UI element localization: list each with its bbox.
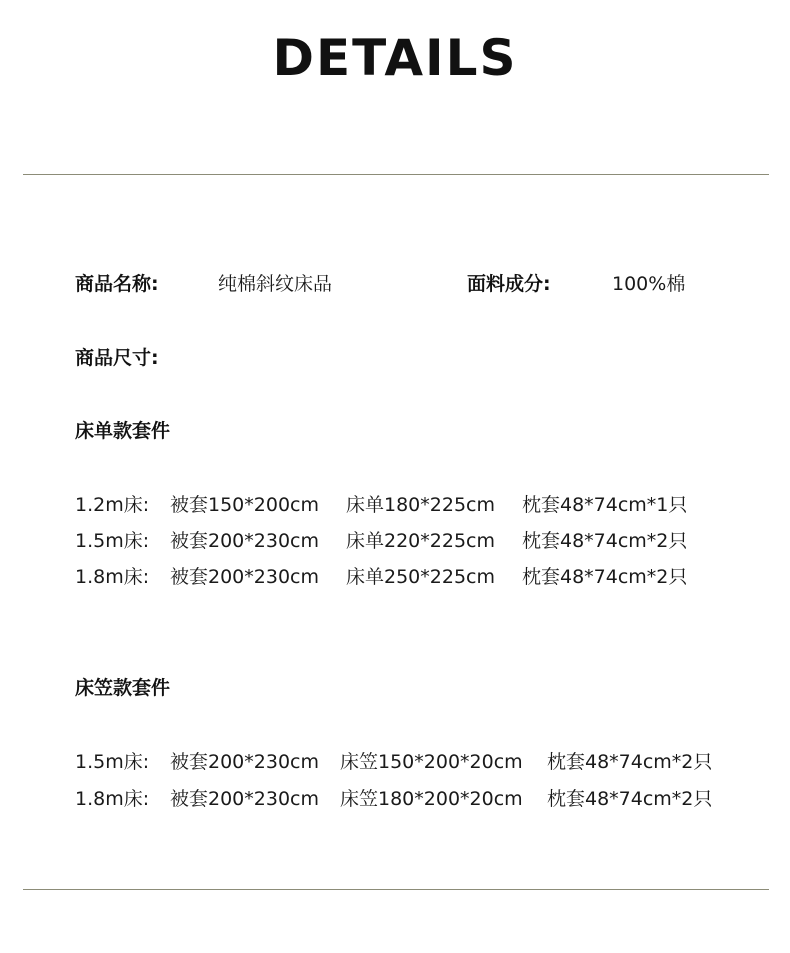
product-name-label: 商品名称: bbox=[75, 273, 159, 295]
bottom-divider bbox=[23, 889, 769, 890]
bed-size: 1.8m床: bbox=[75, 566, 150, 588]
pillow-size: 枕套48*74cm*2只 bbox=[522, 530, 688, 552]
page-title: DETAILS bbox=[272, 29, 518, 87]
top-divider bbox=[23, 174, 769, 175]
bed-size: 1.5m床: bbox=[75, 530, 150, 552]
sheet-size: 床单220*225cm bbox=[346, 530, 495, 552]
duvet-size: 被套200*230cm bbox=[170, 788, 319, 810]
sheet-set-row bbox=[75, 564, 687, 590]
duvet-size: 被套200*230cm bbox=[170, 751, 319, 773]
bed-size: 1.8m床: bbox=[75, 788, 150, 810]
bed-size: 1.5m床: bbox=[75, 751, 150, 773]
fitted-set-heading: 床笠款套件 bbox=[75, 677, 171, 699]
fitted-set-row bbox=[75, 786, 712, 812]
pillow-size: 枕套48*74cm*1只 bbox=[522, 494, 688, 516]
fitted-set-row bbox=[75, 749, 712, 775]
sheet-size: 床单180*225cm bbox=[346, 494, 495, 516]
pillow-size: 枕套48*74cm*2只 bbox=[547, 751, 713, 773]
duvet-size: 被套150*200cm bbox=[170, 494, 319, 516]
product-name-value: 纯棉斜纹床品 bbox=[218, 273, 333, 295]
duvet-size: 被套200*230cm bbox=[170, 566, 319, 588]
sheet-set-row bbox=[75, 528, 687, 554]
pillow-size: 枕套48*74cm*2只 bbox=[522, 566, 688, 588]
duvet-size: 被套200*230cm bbox=[170, 530, 319, 552]
bed-size: 1.2m床: bbox=[75, 494, 150, 516]
fabric-label: 面料成分: bbox=[467, 273, 551, 295]
fabric-value: 100%棉 bbox=[612, 273, 686, 295]
sheet-size: 床单250*225cm bbox=[346, 566, 495, 588]
sheet-set-heading: 床单款套件 bbox=[75, 420, 171, 442]
sheet-set-row bbox=[75, 492, 687, 518]
size-label: 商品尺寸: bbox=[75, 347, 159, 369]
fitted-sheet-size: 床笠150*200*20cm bbox=[340, 751, 523, 773]
pillow-size: 枕套48*74cm*2只 bbox=[547, 788, 713, 810]
fitted-sheet-size: 床笠180*200*20cm bbox=[340, 788, 523, 810]
